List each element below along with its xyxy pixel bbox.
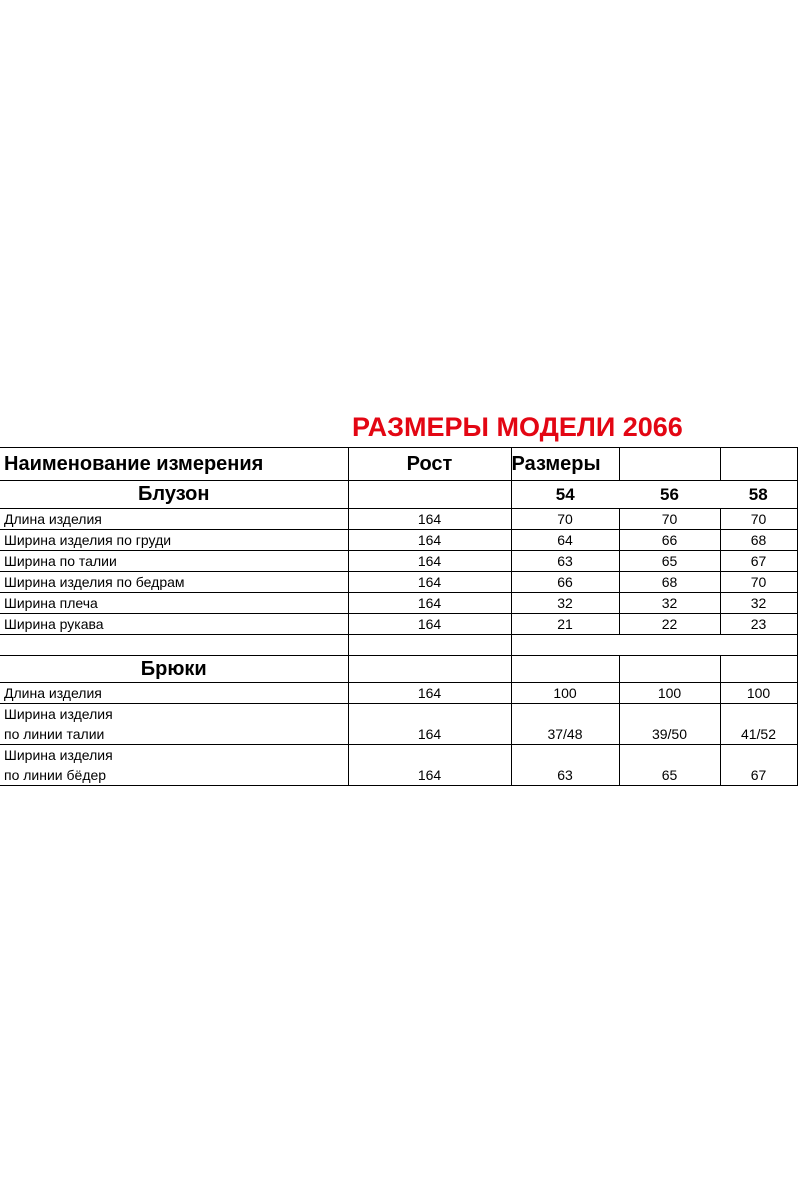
table-row [0,704,797,725]
row-value: 22 [619,614,720,635]
row-name: Ширина рукава [0,614,348,635]
empty-cell [511,656,619,683]
empty-cell [348,656,511,683]
row-name: Ширина изделия по груди [0,530,348,551]
empty-cell [0,635,348,656]
section-title-trousers: Брюки [0,656,348,683]
row-value: 100 [511,683,619,704]
row-height: 164 [348,509,511,530]
row-height: 164 [348,551,511,572]
header-empty-1 [619,448,720,481]
row-name: Ширина изделия по бедрам [0,572,348,593]
empty-cell [619,635,720,656]
row-value: 37/48 [511,724,619,745]
table-row [0,614,797,635]
row-value: 66 [511,572,619,593]
row-name: Ширина по талии [0,551,348,572]
section-title-blouse: Блузон [0,481,348,509]
trousers-section-row [0,656,797,683]
row-value [619,745,720,766]
row-name: Ширина изделия [0,704,348,725]
row-height [348,704,511,725]
row-value: 64 [511,530,619,551]
row-height: 164 [348,593,511,614]
header-height: Рост [348,448,511,481]
row-value [619,704,720,725]
row-height: 164 [348,683,511,704]
row-value: 65 [619,551,720,572]
row-value: 68 [619,572,720,593]
table-row [0,724,797,745]
table-row [0,765,797,786]
empty-cell [511,635,619,656]
size-58: 58 [720,481,797,509]
row-value: 32 [619,593,720,614]
row-name: Ширина изделия [0,745,348,766]
blouse-section-row [0,481,797,509]
row-value: 21 [511,614,619,635]
row-value: 63 [511,765,619,786]
row-height: 164 [348,614,511,635]
row-name: Длина изделия [0,683,348,704]
size-table [0,447,798,786]
row-height: 164 [348,572,511,593]
row-value: 32 [720,593,797,614]
table-row [0,745,797,766]
row-value: 63 [511,551,619,572]
row-name: Длина изделия [0,509,348,530]
table-row [0,551,797,572]
row-value [511,704,619,725]
header-name: Наименование измерения [0,448,348,481]
empty-cell [348,635,511,656]
row-height: 164 [348,530,511,551]
row-value: 70 [720,572,797,593]
row-value: 67 [720,765,797,786]
row-value: 23 [720,614,797,635]
row-value: 70 [511,509,619,530]
row-value: 66 [619,530,720,551]
table-row [0,683,797,704]
row-name: Ширина плеча [0,593,348,614]
header-sizes: Размеры [511,448,619,481]
row-value [720,704,797,725]
row-value: 68 [720,530,797,551]
row-value: 32 [511,593,619,614]
header-empty-2 [720,448,797,481]
table-row [0,593,797,614]
spacer-row [0,635,797,656]
size-56: 56 [619,481,720,509]
table-row [0,572,797,593]
row-value: 100 [720,683,797,704]
table-row [0,509,797,530]
row-value [511,745,619,766]
row-height: 164 [348,724,511,745]
row-value: 100 [619,683,720,704]
table-header-row [0,448,797,481]
empty-cell [619,656,720,683]
row-value: 70 [720,509,797,530]
empty-cell [348,481,511,509]
row-name: по линии талии [4,726,105,742]
row-value: 67 [720,551,797,572]
table-row [0,530,797,551]
row-value: 65 [619,765,720,786]
row-value: 41/52 [720,724,797,745]
empty-cell [720,635,797,656]
row-value: 39/50 [619,724,720,745]
row-value [720,745,797,766]
row-height [348,745,511,766]
row-value: 70 [619,509,720,530]
row-height: 164 [348,765,511,786]
size-54: 54 [511,481,619,509]
page-title: РАЗМЕРЫ МОДЕЛИ 2066 [352,412,683,442]
empty-cell [720,656,797,683]
row-name: по линии бёдер [0,765,348,786]
